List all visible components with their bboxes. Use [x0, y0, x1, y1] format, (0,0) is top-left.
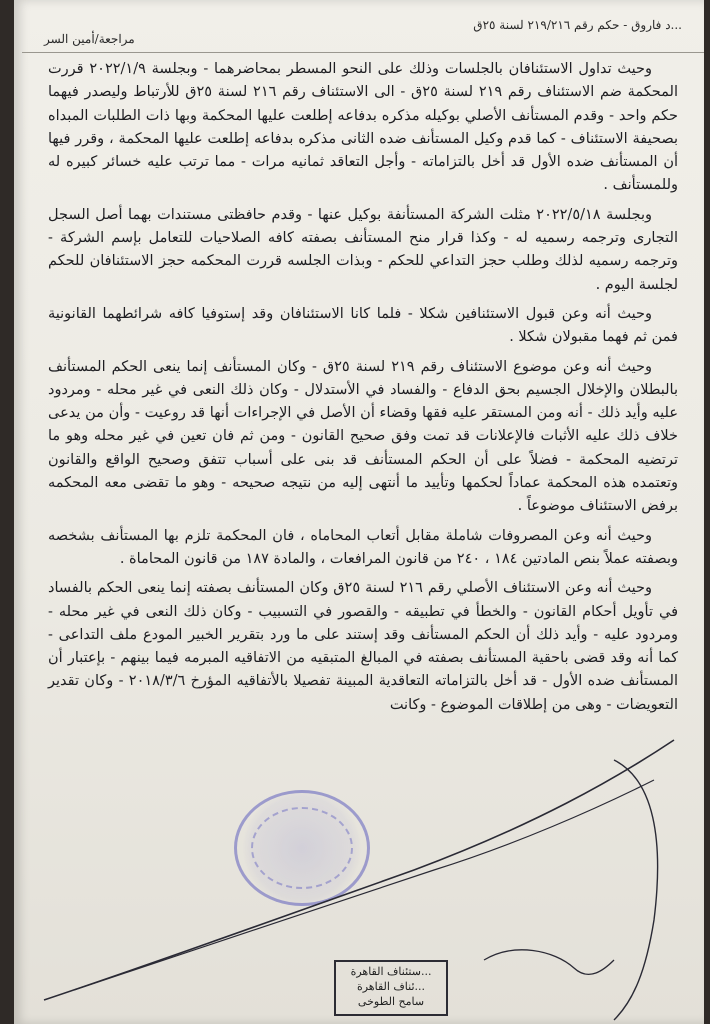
- document-page: [14, 0, 704, 1024]
- seal-line: سامح الطوخى: [357, 995, 425, 1008]
- case-reference: ...د فاروق - حكم رقم ٢١٩/٢١٦ لسنة ٢٥ق: [473, 18, 682, 32]
- seal-line: ...ئناف القاهرة: [356, 980, 426, 993]
- paragraph: وحيث أنه وعن قبول الاستئنافين شكلا - فلما كانا الاستئنافان وقد إستوفيا كافه شرائطهما القانونية فمن ثم فهما مقبولان شكلا .: [48, 305, 678, 346]
- paragraph: وبجلسة ٢٠٢٢/٥/١٨ مثلت الشركة المستأنفة بوكيل عنها - وقدم حافظتى مستندات بهما أصل السجل التجارى وترجمه رسميه له - وكذا قرار منح المستأنف بصفته كافه الصلاحيات للتعامل بإسم الشركة - وترجمه رسميه لذلك وطلب حجز التداعي للحكم - وبذات الجلسه قررت المحكمه حجز الاستئنافان للحكم لجلسة اليوم .: [48, 206, 678, 293]
- court-seal: [334, 960, 448, 1016]
- document-body: [48, 58, 678, 723]
- paragraph: وحيث أنه وعن موضوع الاستئناف رقم ٢١٩ لسنة ٢٥ق - وكان المستأنف إنما ينعى الحكم المستأنف بالبطلان والإخلال الجسيم بحق الدفاع - والفساد في الأستدلال - وكان ذلك النعى في غير محله - ومردود عليه وأيد ذلك - أنه ومن المستقر عليه فقها وقضاء أن الأصل في الإجراءات أنها قد روعيت - وأن من يدعى خلاف ذلك عليه الأثبات فالإعلانات قد تمت وفق صحيح القانون - ومن ثم فان تعين في غير محله وهو ما ترتضيه المحكمة - فضلاً على أن الحكم المستأنف قد بنى على أسباب تتفق وصحيح الواقع والقانون وتعتمده هذه المحكمة عماداً لحكمها وتأييد ما أنتهى إليه من نتيجه صحيحه - وهو ما تقضى معه المحكمه برفض الاستئناف موضوعاً .: [48, 358, 678, 515]
- review-label: مراجعة/أمين السر: [44, 32, 135, 46]
- paragraph: وحيث أنه وعن الاستئناف الأصلي رقم ٢١٦ لسنة ٢٥ق وكان المستأنف بصفته إنما ينعى الحكم بالفساد في تأويل أحكام القانون - والخطأ في تطبيقه - والقصور في التسبيب - وكان ذلك النعى في غير محله - ومردود عليه - وأيد ذلك أن الحكم المستأنف وقد إستند على ما ورد بتقرير الخبير المودع ملف التداعى - كما أنه وقد قضى باحقية المستأنف بصفته في المبالغ المتبقيه من الاتفاقيه المبرمه فيما بينهم - بإعتبار أن المستأنف ضده الأول - قد أخل بالتزاماته التعاقدية المبينة تفصيلا بالأتفاقيه المؤرخ ٢٠١٨/٣/٦ - وكان تقدير التعويضات - وهى من إطلاقات الموضوع - وكانت: [48, 580, 678, 713]
- header-divider: [22, 52, 704, 53]
- page-header: [44, 18, 682, 50]
- paragraph: وحيث تداول الاستئنافان بالجلسات وذلك على النحو المسطر بمحاضرهما - وبجلسة ٢٠٢٢/١/٩ قررت المحكمة ضم الاستئناف رقم ٢١٩ لسنة ٢٥ق - الى الاستئناف رقم ٢١٦ لسنة ٢٥ق للأرتباط وليصدر فيهما حكم واحد - وقدم المستأنف الأصلي بوكيله مذكره بدفاعه إطلعت عليها المحكمة وبها ذات الطلبات المبداه بصحيفة الاستئناف - كما قدم وكيل المستأنف ضده الثانى مذكره بدفاعه إطلعت عليها المحكمة ، وقرر فيها أن المستأنف ضده الأول قد أخل بالتزاماته - وأجل التعاقد ثمانيه مرات - مما ترتب عليه خسائر كبيره له وللمستأنف .: [48, 61, 678, 194]
- paragraph: وحيث أنه وعن المصروفات شاملة مقابل أتعاب المحاماه ، فان المحكمة تلزم بها المستأنف بشخصه وبصفته عملاً بنص المادتين ١٨٤ ، ٢٤٠ من قانون المرافعات ، والمادة ١٨٧ من قانون المحاماة .: [48, 527, 678, 567]
- seal-line: ...ستئناف القاهرة: [350, 965, 432, 978]
